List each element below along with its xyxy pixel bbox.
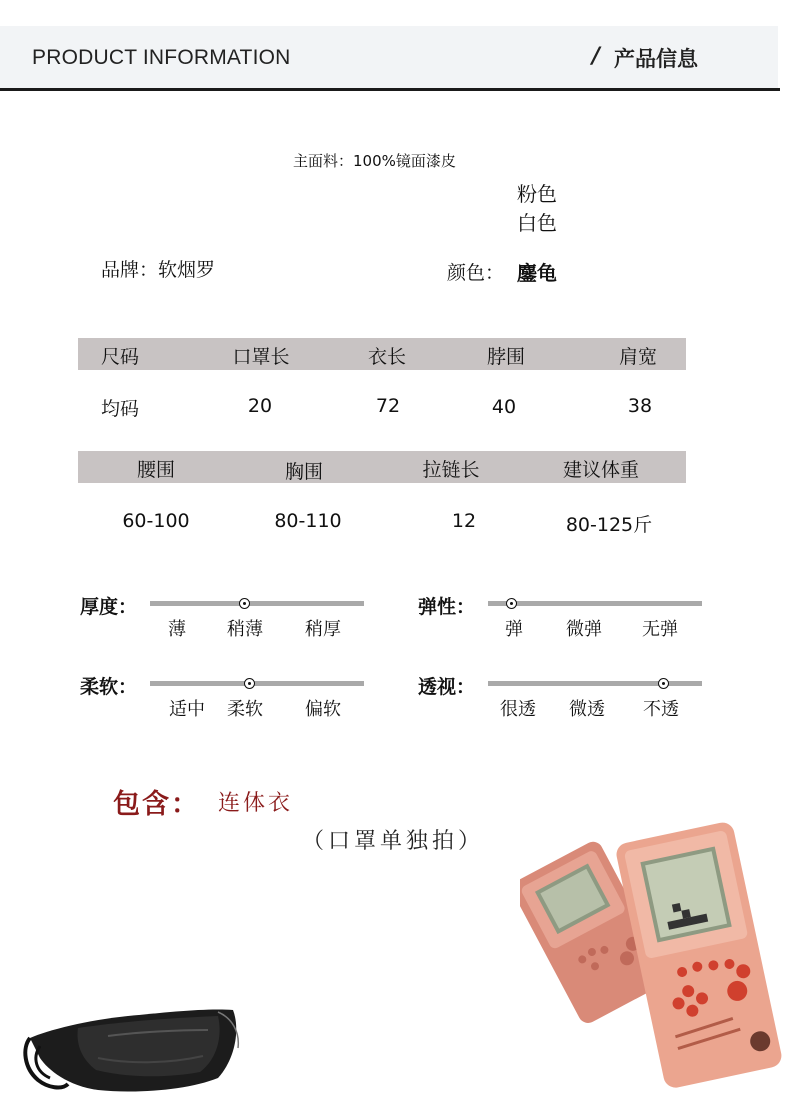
transparency-tick-2: 微透 <box>569 699 605 720</box>
transparency-tick-3: 不透 <box>643 699 679 720</box>
table1-header-neck: 脖围 <box>486 346 526 368</box>
softness-marker <box>244 678 255 689</box>
softness-label: 柔软： <box>80 676 138 698</box>
table2-header-weight: 建议体重 <box>562 459 640 481</box>
includes-label: 包含： <box>113 789 200 820</box>
transparency-label: 透视： <box>418 676 476 698</box>
header-slash: / <box>592 44 601 69</box>
table1-value-mask-length: 20 <box>247 395 273 417</box>
black-mask-image <box>18 998 248 1098</box>
table1-value-length: 72 <box>375 395 401 417</box>
table2-header-chest: 胸围 <box>284 461 324 483</box>
table1-header-length: 衣长 <box>367 346 407 368</box>
transparency-marker <box>658 678 669 689</box>
elasticity-label: 弹性： <box>418 596 476 618</box>
thickness-label: 厚度： <box>80 596 138 618</box>
table1-header-shoulder: 肩宽 <box>618 346 658 368</box>
color-option-pink: 粉色 <box>517 182 557 206</box>
elasticity-tick-2: 微弹 <box>566 619 602 640</box>
table2-value-zipper: 12 <box>451 510 477 532</box>
transparency-tick-1: 很透 <box>500 699 536 720</box>
elasticity-tick-1: 弹 <box>505 619 523 640</box>
header-title-en: PRODUCT INFORMATION <box>32 46 291 69</box>
thickness-marker <box>239 598 250 609</box>
table1-value-neck: 40 <box>491 396 517 418</box>
softness-tick-2: 柔软 <box>227 699 263 720</box>
elasticity-track <box>488 601 702 606</box>
thickness-tick-3: 稍厚 <box>305 619 341 640</box>
table1-header-size: 尺码 <box>101 346 140 368</box>
table2-header-zipper: 拉链长 <box>422 459 480 481</box>
softness-track <box>150 681 364 686</box>
includes-value: 连体衣 <box>218 791 294 816</box>
table1-value-size: 均码 <box>101 398 140 420</box>
thickness-tick-1: 薄 <box>168 619 186 640</box>
softness-tick-1: 适中 <box>169 699 205 720</box>
elasticity-tick-3: 无弹 <box>642 619 678 640</box>
color-option-3: 鏖龟 <box>517 261 557 285</box>
table1-value-shoulder: 38 <box>627 395 653 417</box>
color-label: 颜色： <box>447 262 505 284</box>
brand-text: 品牌：软烟罗 <box>101 259 216 281</box>
includes-note: （口罩单独拍） <box>302 829 485 854</box>
elasticity-marker <box>506 598 517 609</box>
table2-value-chest: 80-110 <box>274 510 342 532</box>
thickness-track <box>150 601 364 606</box>
table2-value-waist: 60-100 <box>122 510 190 532</box>
brick-game-device-image <box>520 820 790 1090</box>
color-option-white: 白色 <box>517 211 557 235</box>
transparency-track <box>488 681 702 686</box>
thickness-tick-2: 稍薄 <box>227 619 263 640</box>
material-text: 主面料：100%镜面漆皮 <box>293 152 456 170</box>
softness-tick-3: 偏软 <box>305 699 341 720</box>
header-divider <box>0 88 780 91</box>
table1-header-mask-length: 口罩长 <box>232 346 290 368</box>
header-title-cn: 产品信息 <box>614 47 698 71</box>
table2-header-waist: 腰围 <box>136 459 176 481</box>
table2-value-weight: 80-125斤 <box>565 514 653 536</box>
